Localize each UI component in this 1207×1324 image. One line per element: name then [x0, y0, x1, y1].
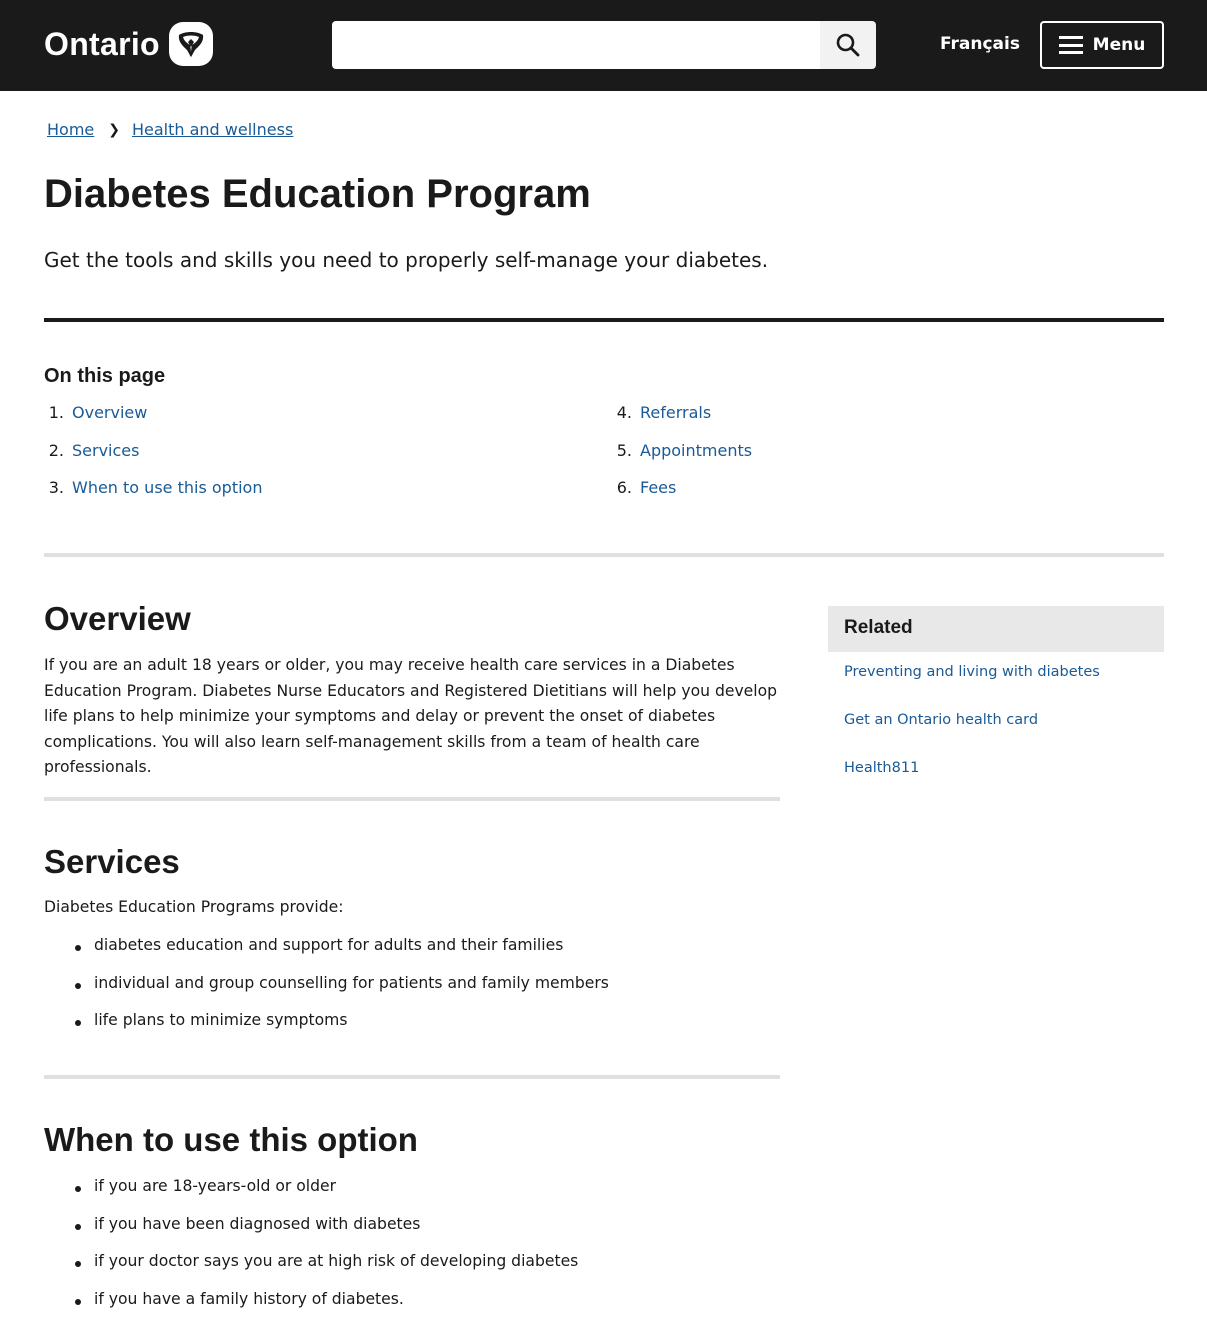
toc-item: 2. Services: [44, 441, 262, 479]
bullet-icon: [75, 1261, 81, 1267]
toc-item: 6. Fees: [612, 478, 752, 516]
related-item: [844, 760, 1148, 808]
search-input[interactable]: [332, 21, 820, 69]
list-item: if you have a family history of diabetes.: [72, 1290, 578, 1324]
list-item: individual and group counselling for patients and family members: [72, 974, 609, 1012]
menu-button[interactable]: [1040, 21, 1164, 69]
list-item: diabetes education and support for adults and their families: [72, 936, 609, 974]
hamburger-icon: [1059, 36, 1083, 54]
toc-link-services[interactable]: Services: [72, 440, 140, 460]
when-list: [72, 1177, 578, 1324]
trillium-icon: [169, 22, 213, 66]
toc-link-when-to-use[interactable]: When to use this option: [72, 478, 263, 497]
related-link-health811[interactable]: Health811: [844, 760, 920, 776]
bullet-icon: [75, 1020, 81, 1026]
toc-item: 4. Referrals: [612, 403, 752, 441]
section-divider: [44, 1075, 780, 1079]
list-item: life plans to minimize symptoms: [72, 1011, 609, 1049]
services-heading: Services: [44, 843, 180, 880]
related-item: [844, 664, 1148, 712]
toc-link-appointments[interactable]: Appointments: [640, 440, 753, 460]
ontario-logo[interactable]: [44, 22, 213, 66]
search-bar: [332, 21, 876, 69]
chevron-right-icon: ❯: [108, 121, 120, 138]
toc-item: 5. Appointments: [612, 441, 752, 479]
title-divider: [44, 318, 1164, 322]
menu-button-label: Menu: [1092, 35, 1146, 55]
breadcrumb-home[interactable]: Home: [47, 120, 95, 139]
search-icon: [835, 32, 861, 58]
toc-link-overview[interactable]: Overview: [72, 403, 148, 422]
toc-link-fees[interactable]: Fees: [640, 478, 677, 497]
overview-body: If you are an adult 18 years or older, you may receive health care services in a Diabetes Education Program. Diabetes Nurse Educators and Registered Dietitians will help you develop life plans to help minimize your symptoms and delay or prevent the onset of diabetes complications. You will also learn self-management skills from a team of health care professionals.: [44, 656, 778, 777]
breadcrumb: [47, 120, 293, 139]
list-item: if your doctor says you are at high risk of developing diabetes: [72, 1252, 578, 1290]
search-button[interactable]: [820, 21, 876, 69]
toc-divider: [44, 553, 1164, 557]
site-header: [0, 0, 1207, 91]
toc-item: 3. When to use this option: [44, 478, 262, 516]
related-heading: Related: [828, 606, 1164, 652]
services-intro: Diabetes Education Programs provide:: [44, 898, 344, 916]
bullet-icon: [75, 1224, 81, 1230]
overview-heading: Overview: [44, 600, 191, 637]
bullet-icon: [75, 983, 81, 989]
bullet-icon: [75, 1186, 81, 1192]
when-heading: When to use this option: [44, 1121, 418, 1158]
section-divider: [44, 797, 780, 801]
toc-link-referrals[interactable]: Referrals: [640, 403, 712, 422]
bullet-icon: [75, 1299, 81, 1305]
bullet-icon: [75, 945, 81, 951]
toc-title: On this page: [44, 365, 166, 387]
toc-list-left: [44, 403, 262, 516]
related-link-health-card[interactable]: Get an Ontario health card: [844, 712, 1039, 728]
related-sidebar: [828, 606, 1164, 808]
toc-item: 1. Overview: [44, 403, 262, 441]
breadcrumb-health-and-wellness[interactable]: Health and wellness: [131, 120, 294, 139]
related-links: [828, 652, 1164, 808]
services-list: [72, 936, 609, 1049]
toc-list-right: [612, 403, 752, 516]
language-toggle-link[interactable]: Français: [940, 34, 1020, 54]
related-link-preventing-diabetes[interactable]: Preventing and living with diabetes: [844, 664, 1100, 680]
list-item: if you are 18-years-old or older: [72, 1177, 578, 1215]
related-item: [844, 712, 1148, 760]
page-lead: Get the tools and skills you need to properly self-manage your diabetes.: [44, 248, 769, 272]
page-title: Diabetes Education Program: [44, 172, 591, 216]
list-item: if you have been diagnosed with diabetes: [72, 1215, 578, 1253]
logo-text: Ontario: [44, 25, 160, 62]
